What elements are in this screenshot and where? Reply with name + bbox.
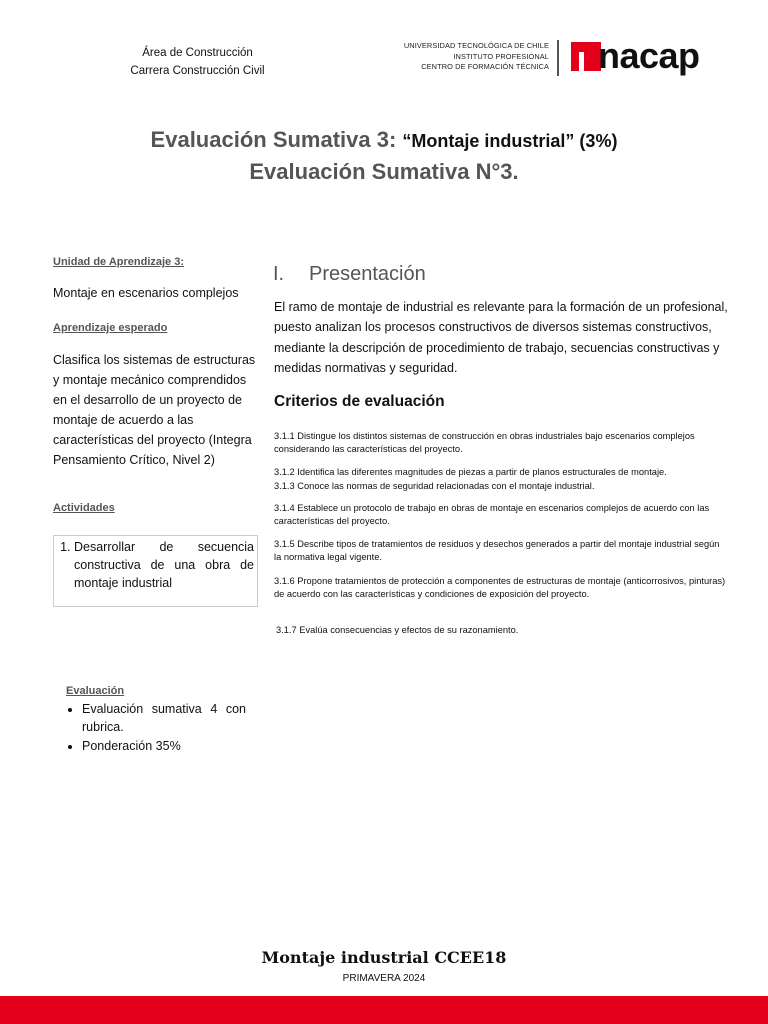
expected-label: Aprendizaje esperado bbox=[53, 322, 168, 334]
evaluation-item: • Evaluación sumativa 4 con rubrica. bbox=[82, 700, 246, 736]
presentation-heading bbox=[273, 263, 426, 286]
logo-wordmark: nacap bbox=[598, 35, 700, 76]
activities-box bbox=[53, 535, 258, 607]
term-label: PRIMAVERA 2024 bbox=[342, 973, 426, 984]
title-prefix: Evaluación Sumativa 3: bbox=[150, 127, 403, 152]
unit-label: Unidad de Aprendizaje 3: bbox=[53, 256, 185, 268]
institution-line: CENTRO DE FORMACIÓN TÉCNICA bbox=[421, 62, 549, 71]
activities-label: Actividades bbox=[53, 502, 115, 514]
section-title: Presentación bbox=[309, 263, 426, 285]
area-name: Área de Construcción bbox=[142, 47, 253, 59]
section-number: I. bbox=[273, 263, 285, 285]
footer-bar bbox=[0, 996, 768, 1024]
unit-label-block bbox=[53, 251, 258, 272]
criteria-item: 3.1.7 Evalúa consecuencias y efectos de su razonamiento. bbox=[276, 625, 519, 635]
page-subtitle: Evaluación Sumativa N°3. bbox=[249, 159, 519, 184]
institution-line: INSTITUTO PROFESIONAL bbox=[453, 51, 549, 61]
activities-label-block bbox=[53, 497, 258, 518]
institution-lines bbox=[400, 41, 549, 73]
career-name: Carrera Construcción Civil bbox=[130, 65, 265, 77]
criteria-item: 3.1.2 Identifica las diferentes magnitudes de piezas a partir de planos estructurales de montaje. bbox=[274, 467, 667, 477]
evaluation-item: • Ponderación 35% bbox=[82, 737, 246, 755]
institution-line: UNIVERSIDAD TECNOLÓGICA DE CHILE bbox=[403, 41, 549, 50]
criteria-item: 3.1.3 Conoce las normas de seguridad relacionadas con el montaje industrial. bbox=[274, 481, 595, 491]
page-title bbox=[0, 127, 768, 153]
inacap-logo-icon bbox=[571, 42, 601, 71]
expected-text: Clasifica los sistemas de estructuras y montaje mecánico comprendidos en el desarrollo de un proyecto de montaje de acuerdo a las características del proyecto (Integra Pensamiento Crítico, Nivel 2) bbox=[53, 353, 256, 467]
activity-item: 1. Desarrollar de secuencia constructiva de una obra de montaje industrial bbox=[74, 538, 254, 592]
criteria-item: 3.1.6 Propone tratamientos de protección a componentes de estructuras de montaje (anticorrosivos, pinturas) de acuerdo con las características y condiciones de exposición del proyecto. bbox=[274, 576, 726, 600]
course-name: Montaje industrial CCEE18 bbox=[261, 948, 507, 967]
criteria-item: 3.1.5 Describe tipos de tratamientos de residuos y desechos generados a partir del montaje industrial según la normativa legal vigente. bbox=[274, 539, 720, 563]
unit-value: Montaje en escenarios complejos bbox=[53, 286, 239, 300]
expected-label-block bbox=[53, 317, 258, 338]
presentation-body: El ramo de montaje de industrial es relevante para la formación de un profesional, puesto analizan los procesos constructivos de diversos sistemas constructivos, mediante la descripción de procedimiento de trabajo, secuencias constructivas y medidas normativas y seguridad. bbox=[274, 300, 728, 375]
criteria-heading: Criterios de evaluación bbox=[274, 393, 445, 410]
evaluation-block bbox=[66, 681, 246, 756]
evaluation-label: Evaluación bbox=[66, 685, 125, 697]
title-quote: “Montaje industrial” (3%) bbox=[402, 131, 618, 151]
criteria-item: 3.1.1 Distingue los distintos sistemas de construcción en obras industriales bajo escenarios complejos considerando las características del proyecto. bbox=[274, 431, 695, 455]
header-area-block bbox=[110, 44, 285, 80]
header-divider bbox=[557, 40, 559, 76]
criteria-item: 3.1.4 Establece un protocolo de trabajo en obras de montaje en escenarios complejos de acuerdo con las características del proyecto. bbox=[274, 503, 710, 527]
